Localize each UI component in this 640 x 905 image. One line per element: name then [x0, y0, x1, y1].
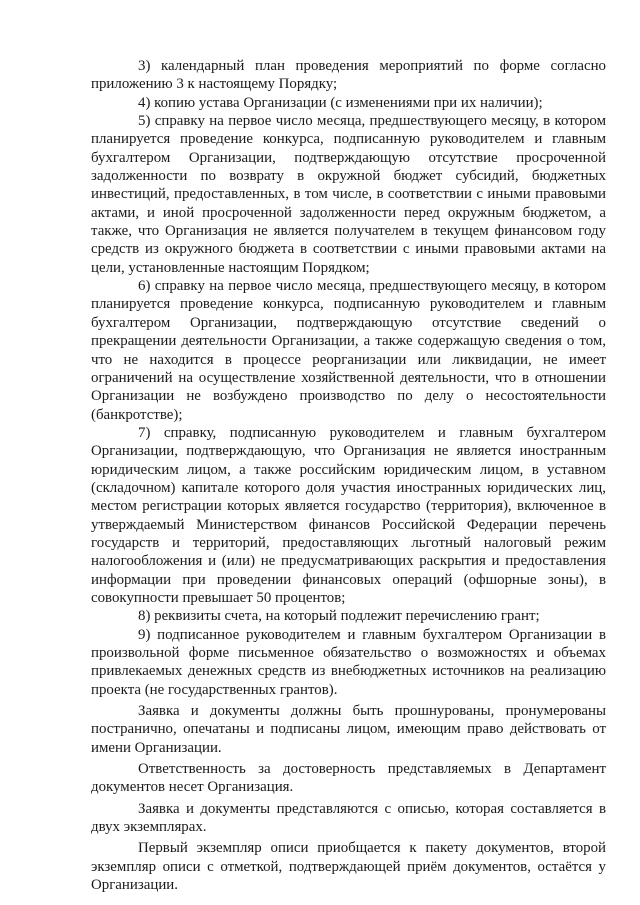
paragraph-binding-requirements: Заявка и документы должны быть прошнурованы, пронумерованы постранично, опечатаны и подписаны лицом, имеющим право действовать от имени Организации. — [91, 703, 606, 756]
list-item-6: 6) справку на первое число месяца, предшествующего месяцу, в котором планируется проведение конкурса, подписанную руководителем и главным бухгалтером Организации, подтверждающую отсутствие сведений о прекращении деятельности Организации, а также содержащую сведения о том, что не находится в процессе реорганизации или ликвидации, не имеет ограничений на осуществление хозяйственной деятельности, что в отношении Организации не возбуждено производство по делу о несостоятельности (банкротстве); — [91, 278, 606, 423]
list-item-3: 3) календарный план проведения мероприятий по форме согласно приложению 3 к настоящему Порядку; — [91, 58, 606, 93]
list-item-5: 5) справку на первое число месяца, предшествующего месяцу, в котором планируется проведение конкурса, подписанную руководителем и главным бухгалтером Организации, подтверждающую отсутствие просроченной задолженности по возврату в окружной бюджет субсидий, бюджетных инвестиций, предоставленных, в том числе, в соответствии с иными правовыми актами, и иной просроченной задолженности перед окружным бюджетом, а также, что Организация не является получателем в текущем финансовом году средств из окружного бюджета в соответствии с иными правовыми актами на цели, установленные настоящим Порядком; — [91, 113, 606, 276]
list-item-4: 4) копию устава Организации (с изменениями при их наличии); — [138, 94, 543, 111]
paragraph-responsibility: Ответственность за достоверность представляемых в Департамент документов несет Организация. — [91, 761, 606, 796]
paragraph-inventory-copies: Первый экземпляр описи приобщается к пакету документов, второй экземпляр описи с отметкой, подтверждающей приём документов, остаётся у Организации. — [91, 840, 606, 894]
paragraph-inventory: Заявка и документы представляются с описью, которая составляется в двух экземплярах. — [91, 800, 606, 836]
document-body — [91, 57, 606, 894]
list-item-8: 8) реквизиты счета, на который подлежит перечислению грант; — [138, 608, 540, 625]
list-item-9: 9) подписанное руководителем и главным бухгалтером Организации в произвольной форме письменное обязательство о возможностях и объемах привлекаемых денежных средств из внебюджетных источников на реализацию проекта (не государственных грантов). — [91, 626, 606, 698]
list-item-7: 7) справку, подписанную руководителем и главным бухгалтером Организации, подтверждающую, что Организация не является иностранным юридическим лицом, а также российским юридическим лицом, в уставном (складочном) капитале которого доля участия иностранных юридических лиц, местом регистрации которых является государство (территория), включенное в утверждаемый Министерством финансов Российской Федерации перечень государств и территорий, предоставляющих льготный налоговый режим налогообложения и (или) не предусматривающих раскрытия и предоставления информации при проведении финансовых операций (офшорные зоны), в совокупности превышает 50 процентов; — [91, 424, 606, 606]
